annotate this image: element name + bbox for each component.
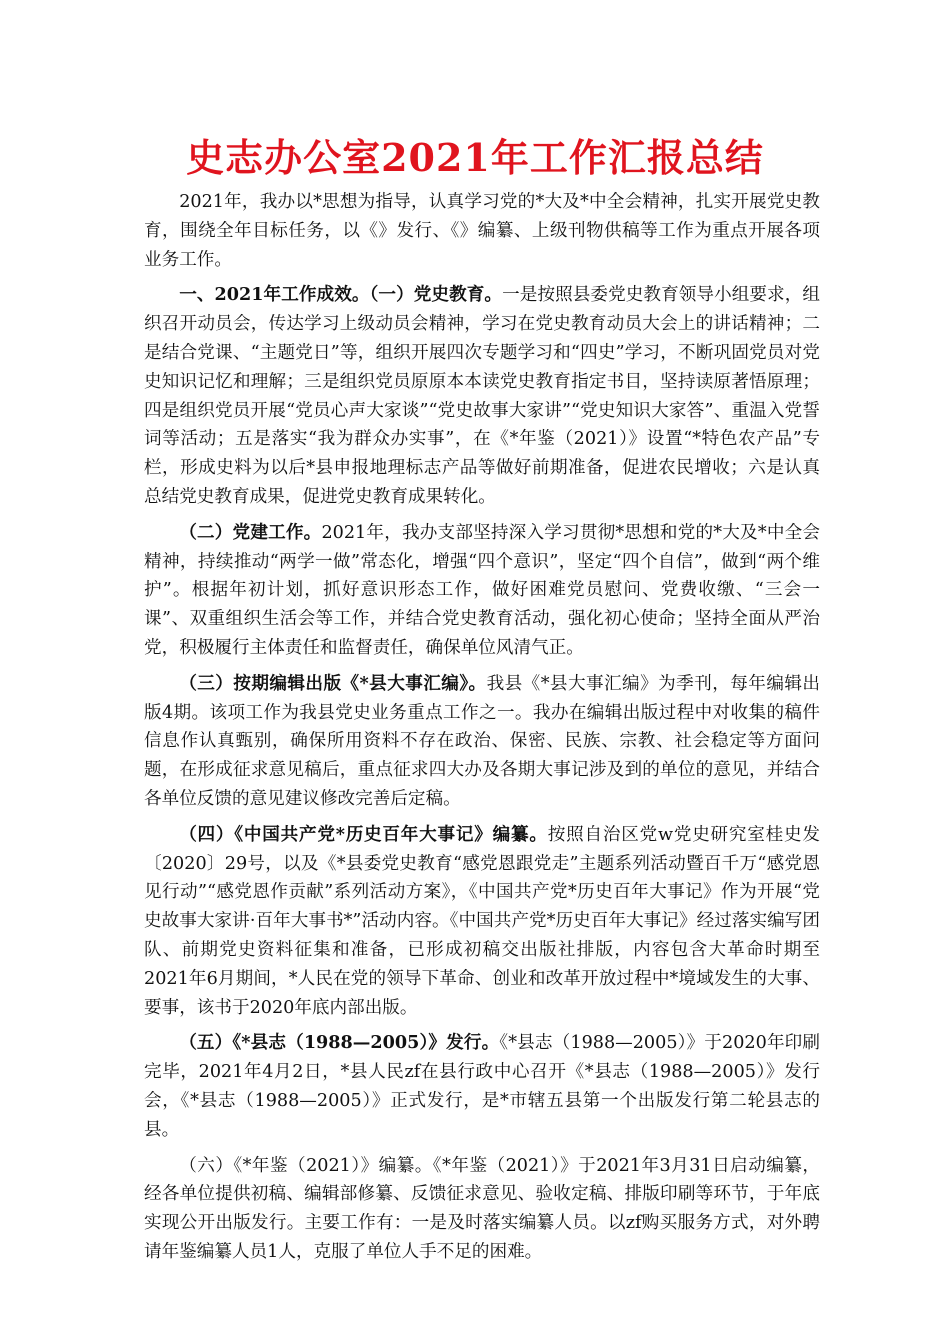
- paragraph-text: 一是按照县委党史教育领导小组要求，组织召开动员会，传达学习上级动员会精神，学习在党史教育动员大会上的讲话精神；二是结合党课、“主题党日”等，组织开展四次专题学习和“四史”学习，不断巩固党员对党史知识记忆和理解；三是组织党员原原本本读党史教育指定书目，坚持读原著悟原理；四是组织党员开展“党员心声大家谈”“党史故事大家讲”“党史知识大家答”、重温入党誓词等活动；五是落实“我为群众办实事”，在《*年鉴（2021）》设置“*特色农产品”专栏，形成史料为以后*县申报地理标志产品等做好前期准备，促进农民增收；六是认真总结党史教育成果，促进党史教育成果转化。: [144, 285, 820, 507]
- paragraph-text: 2021年，我办支部坚持深入学习贯彻*思想和党的*大及*中全会精神，持续推动“两学一做”常态化，增强“四个意识”，坚定“四个自信”，做到“两个维护”。根据年初计划，抓好意识形态工作，做好困难党员慰问、党费收缴、“三会一课”、双重组织生活会等工作，并结合党史教育活动，强化初心使命；坚持全面从严治党，积极履行主体责任和监督责任，确保单位风清气正。: [144, 522, 820, 658]
- paragraph-intro: [144, 188, 820, 274]
- paragraph-text: （六）《*年鉴（2021）》编纂。《*年鉴（2021）》于2021年3月31日启动编纂，经各单位提供初稿、编辑部修纂、反馈征求意见、验收定稿、排版印刷等环节，于年底实现公开出版发行。主要工作有：一是及时落实编纂人员。以zf购买服务方式，对外聘请年鉴编纂人员1人，克服了单位人手不足的困难。: [144, 1155, 820, 1262]
- paragraph-centennial-chronicle: [144, 821, 820, 1023]
- paragraph-yearbook: [144, 1152, 820, 1267]
- paragraph-county-annals: [144, 1029, 820, 1144]
- paragraph-party-history-education: [144, 281, 820, 511]
- paragraph-heading: 一、2021年工作成效。（一）党史教育。: [179, 284, 503, 306]
- paragraph-heading: （三）按期编辑出版《*县大事汇编》。: [179, 672, 487, 694]
- paragraph-heading: （二）党建工作。: [179, 521, 322, 543]
- document-body: [144, 188, 820, 1274]
- paragraph-heading: （五）《*县志（1988—2005）》发行。: [179, 1032, 500, 1054]
- paragraph-events-compilation: [144, 670, 820, 814]
- document-title: 史志办公室2021年工作汇报总结: [186, 135, 764, 180]
- paragraph-party-building: [144, 519, 820, 663]
- paragraph-text: 按照自治区党w党史研究室桂史发〔2020〕29号，以及《*县委党史教育“感党恩跟党走”主题系列活动暨百千万“感党恩见行动”“感党恩作贡献”系列活动方案》，《中国共产党*历史百年大事记》作为开展“党史故事大家讲·百年大事书*”活动内容。《中国共产党*历史百年大事记》经过落实编写团队、前期党史资料征集和准备，已形成初稿交出版社排版，内容包含大革命时期至2021年6月期间，*人民在党的领导下革命、创业和改革开放过程中*境域发生的大事、要事，该书于2020年底内部出版。: [144, 824, 821, 1018]
- paragraph-text: 我县《*县大事汇编》为季刊，每年编辑出版4期。该项工作为我县党史业务重点工作之一。我办在编辑出版过程中对收集的稿件信息作认真甄别，确保所用资料不存在政治、保密、民族、宗教、社会稳定等方面问题，在形成征求意见稿后，重点征求四大办及各期大事记涉及到的单位的意见，并结合各单位反馈的意见建议修改完善后定稿。: [144, 673, 820, 809]
- paragraph-heading: （四）《中国共产党*历史百年大事记》编纂。: [179, 823, 548, 845]
- paragraph-text: 《*县志（1988—2005）》于2020年印刷完毕，2021年4月2日，*县人民zf在县行政中心召开《*县志（1988—2005）》发行会，《*县志（1988—2005）》正式发行，是*市辖五县第一个出版发行第二轮县志的县。: [144, 1033, 820, 1140]
- paragraph-text: 2021年，我办以*思想为指导，认真学习党的*大及*中全会精神，扎实开展党史教育，围绕全年目标任务，以《》发行、《》编纂、上级刊物供稿等工作为重点开展各项业务工作。: [144, 192, 820, 270]
